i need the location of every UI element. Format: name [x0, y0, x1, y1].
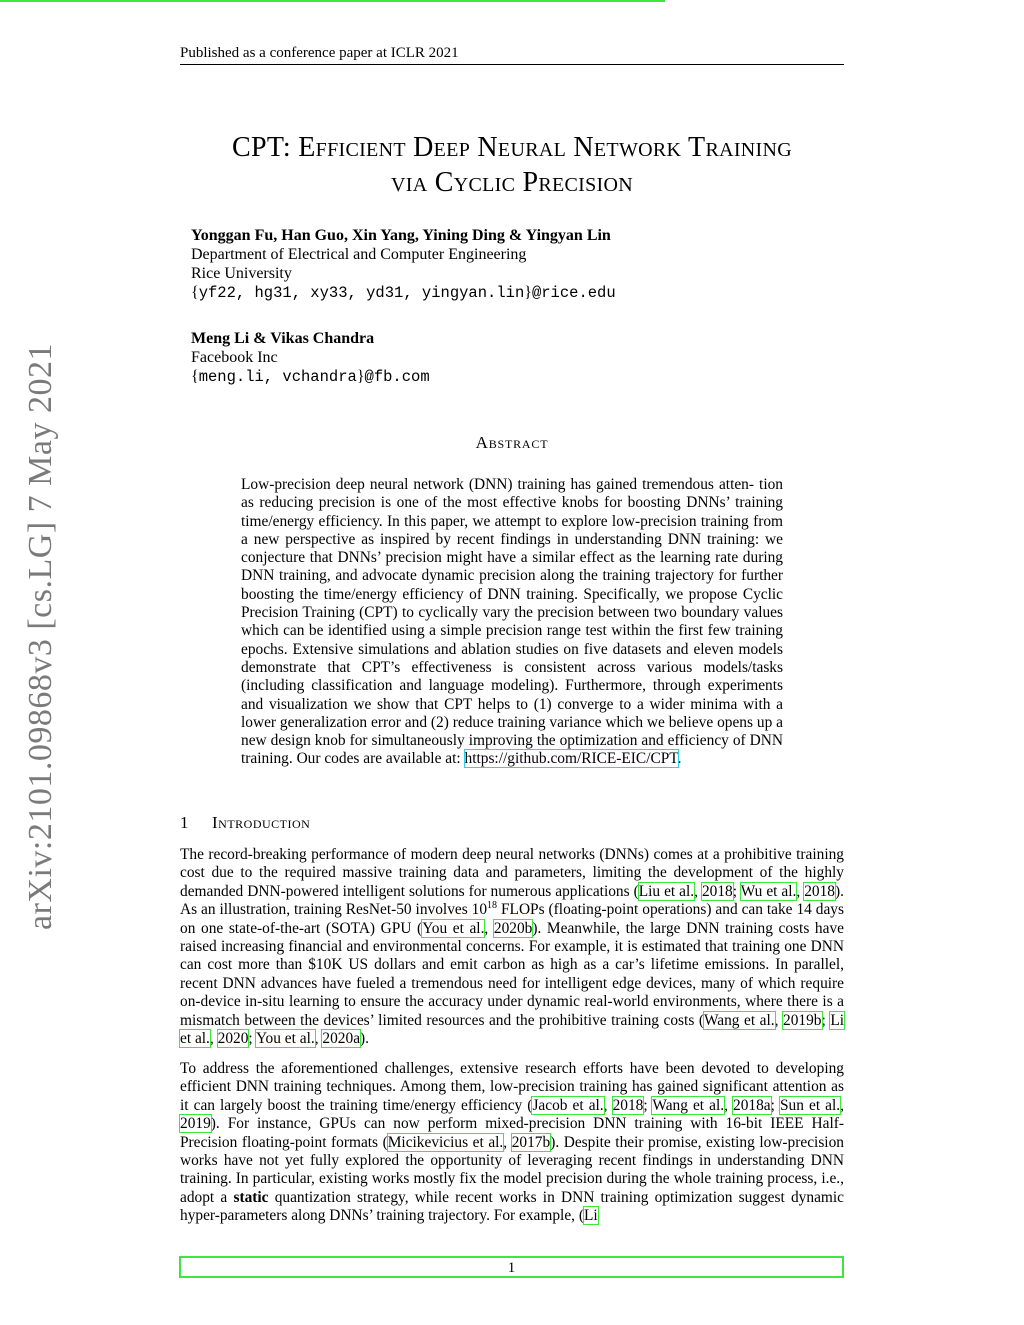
text-run: ). Meanwhile, the large DNN training costs have raised increasing financial and environmental concerns. For example, it is estimated that training one DNN can cost more than $10K US dollars and emit carbon as high as a car’s lifetime emissions. In parallel, recent DNN advances have fueled a tremendous need for intelligent edge devices, many of which require on-device in-situ learning to ensure the accuracy under dynamic real-world environments, where there is a mismatch between the devices’ limited resources and the prohibitive training costs (	[180, 919, 844, 1029]
email-brace-close: }	[356, 368, 365, 385]
citation-link[interactable]: 2018a	[733, 1096, 771, 1114]
bold-term: static	[233, 1188, 269, 1206]
author-institution: Rice University	[191, 265, 292, 282]
author-emails	[191, 367, 430, 387]
section-number: 1	[180, 813, 189, 832]
text-run: ).	[360, 1030, 370, 1048]
email-list: meng.li, vchandra	[198, 368, 357, 386]
title-cpt: CPT:	[232, 132, 291, 163]
author-department: Department of Electrical and Computer Engineering	[191, 246, 527, 263]
author-names: Meng Li & Vikas Chandra	[191, 330, 375, 347]
text-run: ,	[209, 1030, 218, 1048]
abstract-body	[241, 476, 783, 769]
header-rule	[180, 64, 844, 65]
text-run: The record-breaking performance of modern deep neural networks (DNNs) comes at a prohibitive training cost due to the required massive training data and parameters, limiting the development of the highly demanded DNN-powered intelligent solutions for numerous applications (	[180, 846, 844, 900]
text-run: ;	[248, 1030, 256, 1048]
title-line-2: via Cyclic Precision	[390, 167, 634, 198]
citation-link[interactable]: 2018	[804, 882, 835, 900]
email-brace-open: {	[191, 284, 199, 301]
citation-link[interactable]: Sun et al.	[779, 1096, 841, 1114]
citation-link[interactable]: 2018	[612, 1096, 644, 1114]
email-domain: @rice.edu	[531, 284, 616, 302]
text-run: ). As an illustration, training ResNet-50 involves 10	[180, 882, 844, 919]
section-title: Introduction	[212, 813, 311, 832]
text-run: ,	[603, 1096, 613, 1114]
email-list: yf22, hg31, xy33, yd31, yingyan.lin	[198, 284, 525, 302]
email-domain: @fb.com	[364, 368, 430, 386]
abstract-text-end: .	[677, 750, 682, 768]
author-names: Yonggan Fu, Han Guo, Xin Yang, Yining Ding & Yingyan Lin	[191, 227, 611, 244]
citation-link[interactable]: Jacob et al.	[532, 1096, 604, 1114]
title-line-1: Efficient Deep Neural Network Training	[298, 132, 792, 163]
citation-link[interactable]: Li et al.	[180, 1011, 844, 1048]
text-run: ). For instance, GPUs can now perform mixed-precision DNN training with 16-bit IEEE Half-Precision floating-point formats (	[180, 1115, 844, 1151]
email-brace-close: }	[524, 284, 532, 301]
citation-link[interactable]: Li	[583, 1207, 598, 1225]
citation-link[interactable]: Wang et al.	[652, 1096, 725, 1114]
text-run: ,	[796, 882, 805, 900]
text-run: ,	[314, 1030, 323, 1048]
exponent: 18	[487, 900, 498, 912]
paper-title	[150, 130, 874, 200]
text-run: To address the aforementioned challenges, extensive research efforts have been devoted to developing efficient DNN training techniques. Among them, low-precision training has gained significant attention as it can largely boost the training time/energy efficiency (	[180, 1060, 844, 1114]
text-run: ,	[503, 1133, 512, 1151]
text-run: ,	[724, 1096, 734, 1114]
code-link[interactable]: https://github.com/RICE-EIC/CPT	[464, 750, 678, 768]
citation-link[interactable]: You et al.	[422, 919, 485, 937]
citation-link[interactable]: Liu et al.	[638, 882, 695, 900]
citation-link[interactable]: 2018	[701, 882, 733, 900]
citation-link[interactable]: Wang et al.	[703, 1011, 775, 1029]
author-institution: Facebook Inc	[191, 349, 278, 366]
text-run: ,	[840, 1096, 844, 1114]
author-block-2	[191, 329, 430, 387]
author-emails	[191, 283, 616, 303]
page-number-link[interactable]	[179, 1256, 844, 1278]
intro-paragraph-2	[180, 1060, 844, 1226]
intro-paragraph-1	[180, 846, 844, 1048]
citation-link[interactable]: 2019b	[783, 1011, 822, 1029]
link-border-top	[0, 0, 665, 2]
running-head: Published as a conference paper at ICLR 2021	[180, 45, 459, 61]
citation-link[interactable]: 2019	[180, 1115, 211, 1133]
text-run: ;	[770, 1096, 780, 1114]
text-run: FLOPs (floating-point operations) and can take 14 days on one state-of-the-art (SOTA) GPU (	[180, 901, 844, 937]
abstract-heading: Abstract	[475, 433, 549, 452]
text-run: ;	[732, 882, 741, 900]
text-run: ,	[774, 1011, 784, 1029]
citation-link[interactable]: 2017b	[511, 1133, 551, 1151]
text-run: ,	[484, 919, 494, 937]
citation-link[interactable]: 2020	[217, 1030, 249, 1048]
email-brace-open: {	[191, 368, 199, 385]
text-run: ;	[821, 1011, 831, 1029]
text-run: ,	[694, 882, 702, 900]
page-number: 1	[507, 1260, 516, 1276]
author-block-1	[191, 226, 616, 303]
citation-link[interactable]: Wu et al.	[740, 882, 797, 900]
section-heading	[180, 813, 310, 833]
text-run: ). Despite their promise, existing low-precision works have not yet fully explored the opportunity of leveraging recent findings in understanding DNN training. In particular, existing works mostly fix the model precision during the whole training process, i.e., adopt a	[180, 1133, 844, 1206]
citation-link[interactable]: You et al.	[255, 1030, 315, 1048]
arxiv-side-label: arXiv:2101.09868v3 [cs.LG] 7 May 2021	[22, 343, 59, 930]
text-run: quantization strategy, while recent works in DNN training optimization suggest dynamic hyper-parameters along DNNs’ training trajectory. For example, (	[180, 1188, 844, 1225]
citation-link[interactable]: 2020b	[493, 919, 533, 937]
citation-link[interactable]: Micikevicius et al.	[387, 1133, 504, 1151]
citation-link[interactable]: 2020a	[322, 1030, 361, 1048]
abstract-text: Low-precision deep neural network (DNN) training has gained tremendous atten- tion as reducing precision is one of the most effective knobs for boosting DNNs’ training time/energy efficiency. In this paper, we attempt to explore low-precision training from a new perspective as inspired by recent findings in understanding DNN training: we conjecture that DNNs’ precision might have a similar effect as the learning rate during DNN training, and advocate dynamic precision along the training trajectory for further boosting the time/energy efficiency of DNN training. Specifically, we propose Cyclic Precision Training (CPT) to cyclically vary the precision between two boundary values which can be identified using a simple precision range test within the first few training epochs. Extensive simulations and ablation studies on five datasets and eleven models demonstrate that CPT’s effectiveness is consistent across various models/tasks (including classification and language modeling). Furthermore, through experiments and visualization we show that CPT helps to (1) converge to a wider minima with a lower generalization error and (2) reduce training variance which we believe opens up a new design knob for simultaneously improving the optimization and efficiency of DNN training. Our codes are available at:	[241, 476, 783, 768]
text-run: ;	[643, 1096, 653, 1114]
